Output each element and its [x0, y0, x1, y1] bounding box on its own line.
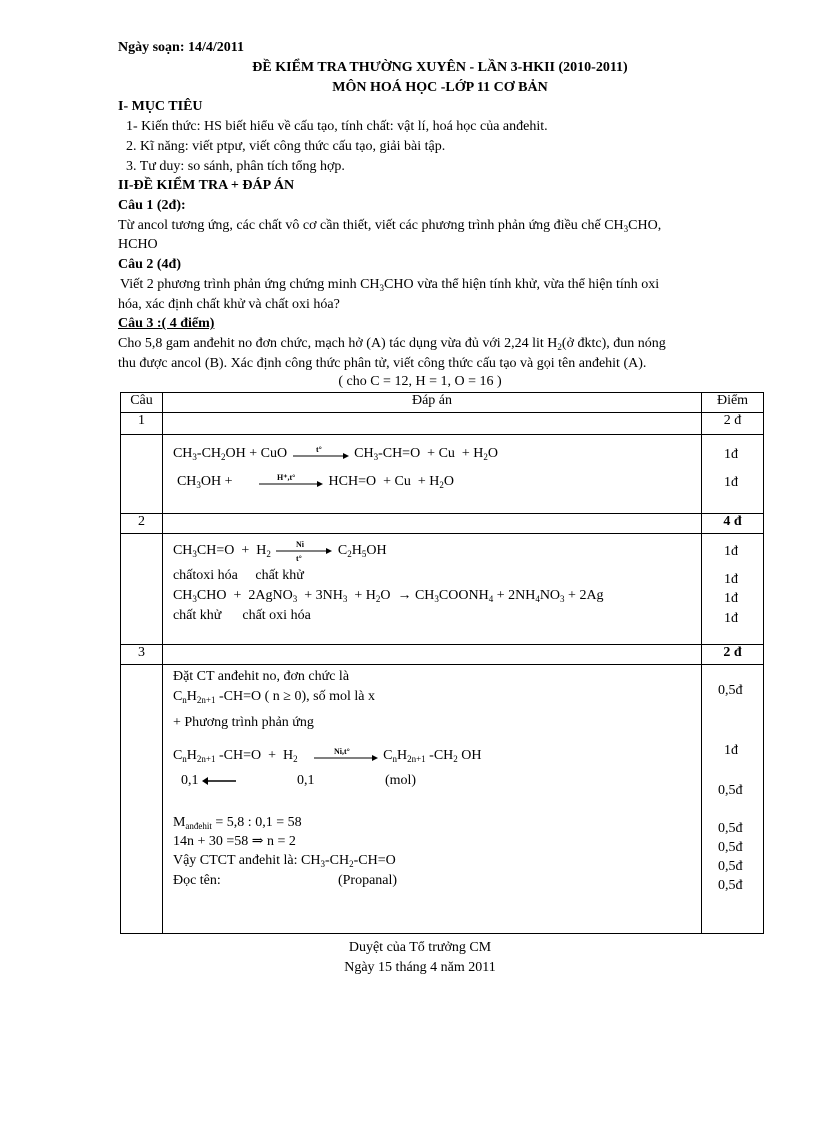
question-2-text: Viết 2 phương trình phản ứng chứng minh $CH_3CHO$ vừa thể hiện tính khử, vừa thể hiện tính oxi — [120, 277, 660, 293]
table-row — [121, 665, 764, 934]
subject-title: MÔN HOÁ HỌC -LỚP 11 CƠ BẢN — [332, 80, 548, 95]
table-header-row — [121, 393, 764, 413]
arrow-icon — [312, 747, 380, 765]
equation: $C_nH_{2n+1}$ $-CH=O + H_2$ Ni,t° $C_nH_{2n+1}$ $-CH_2$ OH — [172, 747, 482, 765]
table-row — [121, 514, 764, 534]
score: 1đ — [724, 743, 739, 758]
calculation: 14n + 30 =58 ⇒ n = 2 — [172, 834, 296, 849]
name-label: Đọc tên: — [172, 873, 221, 888]
score: 1đ — [724, 475, 739, 490]
question-score: 4 đ — [702, 514, 764, 534]
answer-table — [120, 392, 764, 934]
svg-text:t°: t° — [315, 445, 322, 454]
exam-heading: II-ĐỀ KIỂM TRA + ĐÁP ÁN — [118, 178, 295, 193]
table-row — [121, 435, 764, 514]
general-formula: $C_nH_{2n+1}$ -CH=O ( n ≥ 0), số mol là x — [172, 689, 375, 705]
objective-item: 3. Tư duy: so sánh, phân tích tổng hợp. — [126, 159, 345, 174]
implies-icon: ⇒ — [251, 834, 264, 849]
score: 1đ — [724, 447, 739, 462]
approval-line: Duyệt của Tổ trưởng CM — [348, 940, 492, 955]
question-score: 2 đ — [702, 413, 764, 435]
table-row — [121, 413, 764, 435]
svg-text:H⁺,t°: H⁺,t° — [277, 473, 296, 482]
score: 0,5đ — [718, 840, 743, 855]
mole-ratio: 0,1 — [181, 773, 238, 789]
equation: $CH_3-CH_2OH$ + CuO t° $CH_3-CH=O + Cu + H_2O$ — [172, 445, 499, 463]
score: 0,5đ — [718, 878, 743, 893]
question-3-text: Cho 5,8 gam anđehit no đơn chức, mạch hở (A) tác dụng vừa đủ với 2,24 lit $H_2(ở$ đktc), đun nóng — [118, 336, 666, 352]
question-3-text-cont: thu được ancol (B). Xác định công thức phân tử, viết công thức cấu tạo và gọi tên anđehit (A). — [118, 356, 647, 371]
atomic-masses: ( cho C = 12, H = 1, O = 16 ) — [338, 374, 502, 389]
score: 0,5đ — [718, 783, 743, 798]
objective-item: 2. Kĩ năng: viết ptpư, viết công thức cấu tạo, giải bài tập. — [126, 139, 446, 154]
role-labels: chất khử chất oxi hóa — [172, 608, 311, 623]
question-1-title: Câu 1 (2đ): — [118, 198, 186, 213]
exam-title: ĐỀ KIỂM TRA THƯỜNG XUYÊN - LẦN 3-HKII (2010-2011) — [252, 60, 628, 75]
mole-unit: (mol) — [384, 773, 417, 788]
score: 1đ — [724, 611, 739, 626]
role-labels: chấtoxi hóa chất khử — [172, 568, 304, 583]
equation: $CH_3CHO$ + 2AgNO$_3$ + $3NH_3 + H_2O$ → $CH_3COONH_4 + 2NH_4NO_3 + 2Ag$ — [172, 588, 604, 604]
answer-line: + Phương trình phản ứng — [172, 715, 314, 730]
mole-value: 0,1 — [296, 773, 315, 788]
arrow-icon — [291, 445, 351, 463]
question-2-title: Câu 2 (4đ) — [118, 257, 182, 272]
score: 0,5đ — [718, 859, 743, 874]
answer-cell — [162, 665, 701, 934]
header-score: Điểm — [702, 393, 764, 413]
score: 0,5đ — [718, 683, 743, 698]
svg-text:Ni: Ni — [296, 540, 305, 549]
question-1-text-cont: HCHO — [118, 237, 158, 252]
question-score: 2 đ — [702, 645, 764, 665]
answer-cell — [162, 534, 701, 645]
question-3-title: Câu 3 :( 4 điểm) — [118, 316, 215, 331]
conclusion: Vậy CTCT anđehit là: $CH_3-CH_2-CH=O$ — [172, 853, 396, 869]
svg-text:Ni,t°: Ni,t° — [333, 747, 350, 756]
arrow-icon — [274, 540, 334, 562]
objective-item: 1- Kiến thức: HS biết hiểu về cấu tạo, tính chất: vật lí, hoá học của anđehit. — [126, 119, 548, 134]
equation: $CH_3CH=O + H_2$ Ni t° $C_2H_5OH$ — [172, 540, 387, 562]
question-2-text-cont: hóa, xác định chất khử và chất oxi hóa? — [118, 297, 340, 312]
table-row — [121, 645, 764, 665]
answer-line: Đặt CT anđehit no, đơn chức là — [172, 669, 350, 684]
equation: $CH_3OH$ + H⁺,t° $HCH=O + Cu + H_2O$ — [176, 473, 454, 491]
question-number: 2 — [121, 514, 163, 534]
table-row — [121, 534, 764, 645]
score: 1đ — [724, 572, 739, 587]
question-number: 1 — [121, 413, 163, 435]
calculation: $M_{anđehit} = 5,8$ : 0,1 = 58 — [172, 815, 302, 831]
svg-text:t°: t° — [296, 554, 303, 562]
prep-date: Ngày soạn: 14/4/2011 — [118, 40, 245, 55]
score: 0,5đ — [718, 821, 743, 836]
name-value: (Propanal) — [337, 873, 398, 888]
question-number: 3 — [121, 645, 163, 665]
header-answer: Đáp án — [162, 393, 701, 413]
approval-date: Ngày 15 tháng 4 năm 2011 — [344, 960, 496, 975]
header-question: Câu — [121, 393, 163, 413]
objectives-heading: I- MỤC TIÊU — [118, 99, 203, 114]
score: 1đ — [724, 591, 739, 606]
question-1-text: Từ ancol tương ứng, các chất vô cơ cần thiết, viết các phương trình phản ứng điều chế $CH_3CHO$, — [118, 218, 662, 234]
left-arrow-icon — [202, 775, 238, 787]
arrow-icon — [257, 473, 325, 491]
answer-cell — [162, 435, 701, 514]
score: 1đ — [724, 544, 739, 559]
